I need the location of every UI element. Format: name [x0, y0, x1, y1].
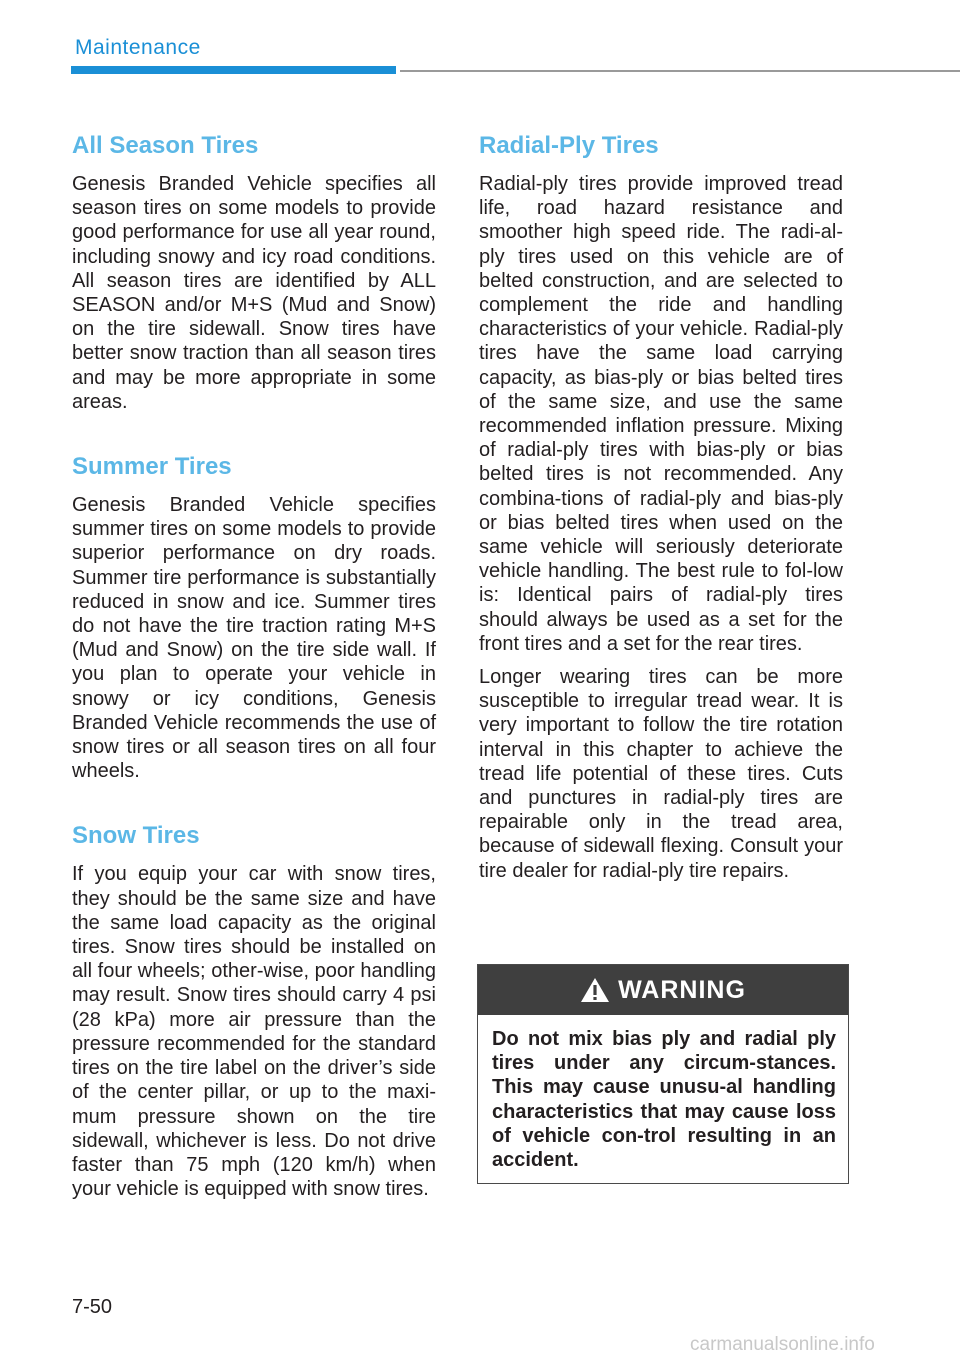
- warning-box: [477, 964, 849, 1184]
- warning-triangle-icon: [580, 977, 610, 1003]
- snow-body: If you equip your car with snow tires, they should be the same size and have the same load capacity as the original tires. Snow tires should be installed on all four wheels; other-wise, poor handling may result. Snow tires should carry 4 psi (28 kPa) more air pressure than the pressure recommended for the standard tires on the tire label on the driver’s side of the center pillar, or up to the maxi-mum pressure shown on the tire sidewall, whichever is less. Do not drive faster than 75 mph (120 km/h) when your vehicle is equipped with snow tires.: [72, 863, 436, 1201]
- right-column: [479, 128, 843, 892]
- warning-text: Do not mix bias ply and radial ply tires under any circum-stances. This may cause unusu-al handling characteristics that may cause loss of vehicle con-trol resulting in an accident.: [492, 1028, 836, 1172]
- radial-body-1: Radial-ply tires provide improved tread life, road hazard resistance and smoother high speed ride. The radi-al-ply tires used on this vehicle are of belted construction, and are selected to complement the ride and handling characteristics of your vehicle. Radial-ply tires have the same load carrying capacity, as bias-ply or bias belted tires of the same size, and use the same recommended inflation pressure. Mixing of radial-ply tires with bias-ply or bias belted tires is not recommended. Any combina-tions of radial-ply and bias-ply or bias belted tires when used on the same vehicle will seriously deteriorate vehicle handling. The best rule to fol-low is: Identical pairs of radial-ply tires should always be used as a set for the front tires and a set for the rear tires.: [479, 173, 843, 655]
- spacer: [72, 423, 436, 449]
- snow-heading: Snow Tires: [72, 822, 200, 850]
- warning-header: [478, 965, 848, 1015]
- header-rule-thin: [400, 70, 960, 72]
- all-season-body: Genesis Branded Vehicle specifies all season tires on some models to provide good performance for use all year round, including snowy and icy road conditions. All season tires are identified by ALL SEASON and/or M+S (Mud and Snow) on the tire sidewall. Snow tires have better snow traction than all season tires and may be more appropriate in some areas.: [72, 173, 436, 413]
- all-season-heading: All Season Tires: [72, 132, 259, 159]
- radial-body-2: Longer wearing tires can be more susceptible to irregular tread wear. It is very important to follow the tire rotation interval in this chapter to achieve the tread life potential of these tires. Cuts and punctures in radial-ply tires are repairable only in the tread area, because of sidewall flexing. Consult your tire dealer for radial-ply tire repairs.: [479, 666, 843, 882]
- radial-heading: Radial-Ply Tires: [479, 132, 659, 159]
- summer-body: Genesis Branded Vehicle specifies summer tires on some models to provide superior performance on dry roads. Summer tire performance is substantially reduced in snow and ice. Summer tires do not have the tire traction rating M+S (Mud and Snow) on the tire side wall. If you plan to operate your vehicle in snowy or icy conditions, Genesis Branded Vehicle recommends the use of snow tires or all season tires on all four wheels.: [72, 494, 436, 783]
- summer-heading: Summer Tires: [72, 453, 232, 481]
- page-number: 7-50: [72, 1296, 113, 1318]
- warning-title: WARNING: [618, 975, 746, 1004]
- section-label: Maintenance: [75, 36, 201, 59]
- watermark: carmanualsonline.info: [690, 1334, 875, 1355]
- left-column: [72, 128, 436, 1210]
- header-rule-thick: [71, 66, 396, 74]
- spacer: [72, 792, 436, 818]
